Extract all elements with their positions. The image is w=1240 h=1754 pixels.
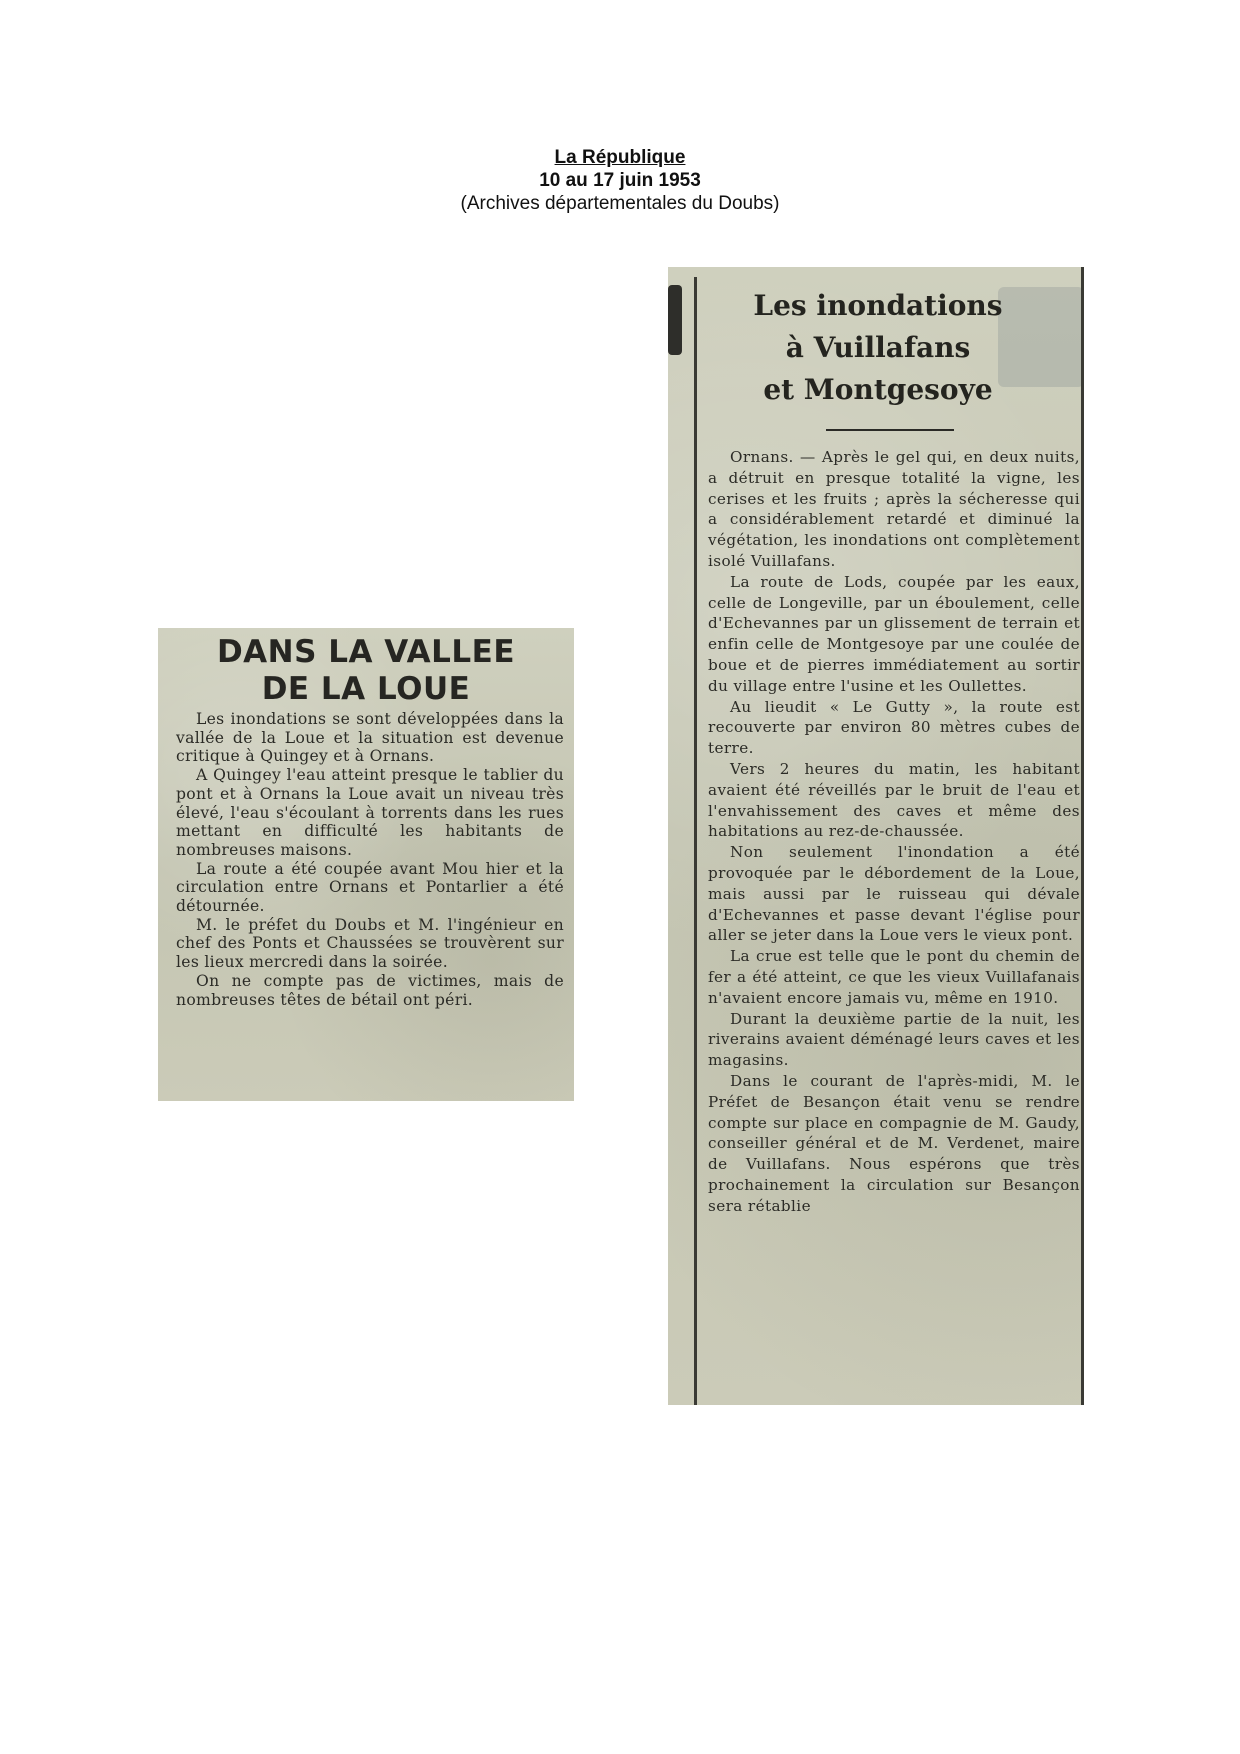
clipping-headline [158,634,574,708]
torn-edge-mark [668,285,682,355]
paragraph: Les inondations se sont développées dans la vallée de la Loue et la situation est devenue critique à Quingey et à Ornans. [176,710,564,766]
archive-source: (Archives départementales du Doubs) [460,193,780,214]
headline-text: DANS LA VALLEE DE LA LOUE [216,634,516,707]
paragraph: Ornans. — Après le gel qui, en deux nuits, a détruit en presque totalité la vigne, les cerises et les fruits ; après la sécheresse qui a considérablement retardé et diminué la végétation, les inondations ont complètement isolé Vuillafans. [708,448,1080,570]
document-header [0,146,1240,215]
paragraph: La route de Lods, coupée par les eaux, celle de Longeville, par un éboulement, celle d'Echevannes par un glissement de terrain et enfin celle de Montgesoye par une coulée de boue et de pierres immédiatement au sortir du village entre l'usine et les Oullettes. [708,572,1080,695]
clipping-body [176,710,564,1009]
headline-line: Les inondations [753,289,1003,322]
publication-dates: 10 au 17 juin 1953 [539,170,701,191]
clipping-body [708,447,1080,1216]
paragraph: A Quingey l'eau atteint presque le tablier du pont et à Ornans la Loue avait un niveau très élevé, l'eau s'écoulant à torrents dans les rues mettant en difficulté les habitants de nombreuses maisons. [176,766,564,859]
paragraph: Dans le courant de l'après-midi, M. le Préfet de Besançon était venu se rendre compte sur place en compagnie de M. Gaudy, conseiller général et de M. Verdenet, maire de Vuillafans. Nous espérons que très prochainement la circulation sur Besançon sera rétablie [708,1071,1080,1215]
clipping-headline [708,285,1048,411]
column-rule-right [1081,267,1084,1405]
paragraph: Au lieudit « Le Gutty », la route est recouverte par environ 80 mètres cubes de terre. [708,697,1080,758]
headline-line: et Montgesoye [763,373,993,406]
paragraph: Durant la deuxième partie de la nuit, les riverains avaient déménagé leurs caves et les magasins. [708,1009,1080,1070]
publication-title: La République [554,147,686,168]
paragraph: Non seulement l'inondation a été provoquée par le débordement de la Loue, mais aussi par le ruisseau qui dévale d'Echevannes et passe devant l'église pour aller se jeter dans la Loue vers le vieux pont. [708,843,1080,945]
column-rule-left [694,277,697,1405]
paragraph: M. le préfet du Doubs et M. l'ingénieur en chef des Ponts et Chaussées se trouvèrent sur les lieux mercredi dans la soirée. [176,915,564,972]
newspaper-clipping-vuillafans [668,267,1084,1405]
paragraph: Vers 2 heures du matin, les habitant avaient été réveillés par le bruit de l'eau et l'envahissement des caves et même des habitations au rez-de-chaussée. [708,759,1080,841]
headline-line: à Vuillafans [785,331,971,364]
paragraph: La route a été coupée avant Mou hier et la circulation entre Ornans et Pontarlier a été détournée. [176,859,564,916]
paragraph: La crue est telle que le pont du chemin de fer a été atteint, ce que les vieux Vuillafanais n'avaient encore jamais vu, même en 1910. [708,947,1080,1007]
paragraph: On ne compte pas de victimes, mais de nombreuses têtes de bétail ont péri. [176,971,564,1009]
headline-separator [826,429,954,431]
newspaper-clipping-loue-valley [158,628,574,1101]
